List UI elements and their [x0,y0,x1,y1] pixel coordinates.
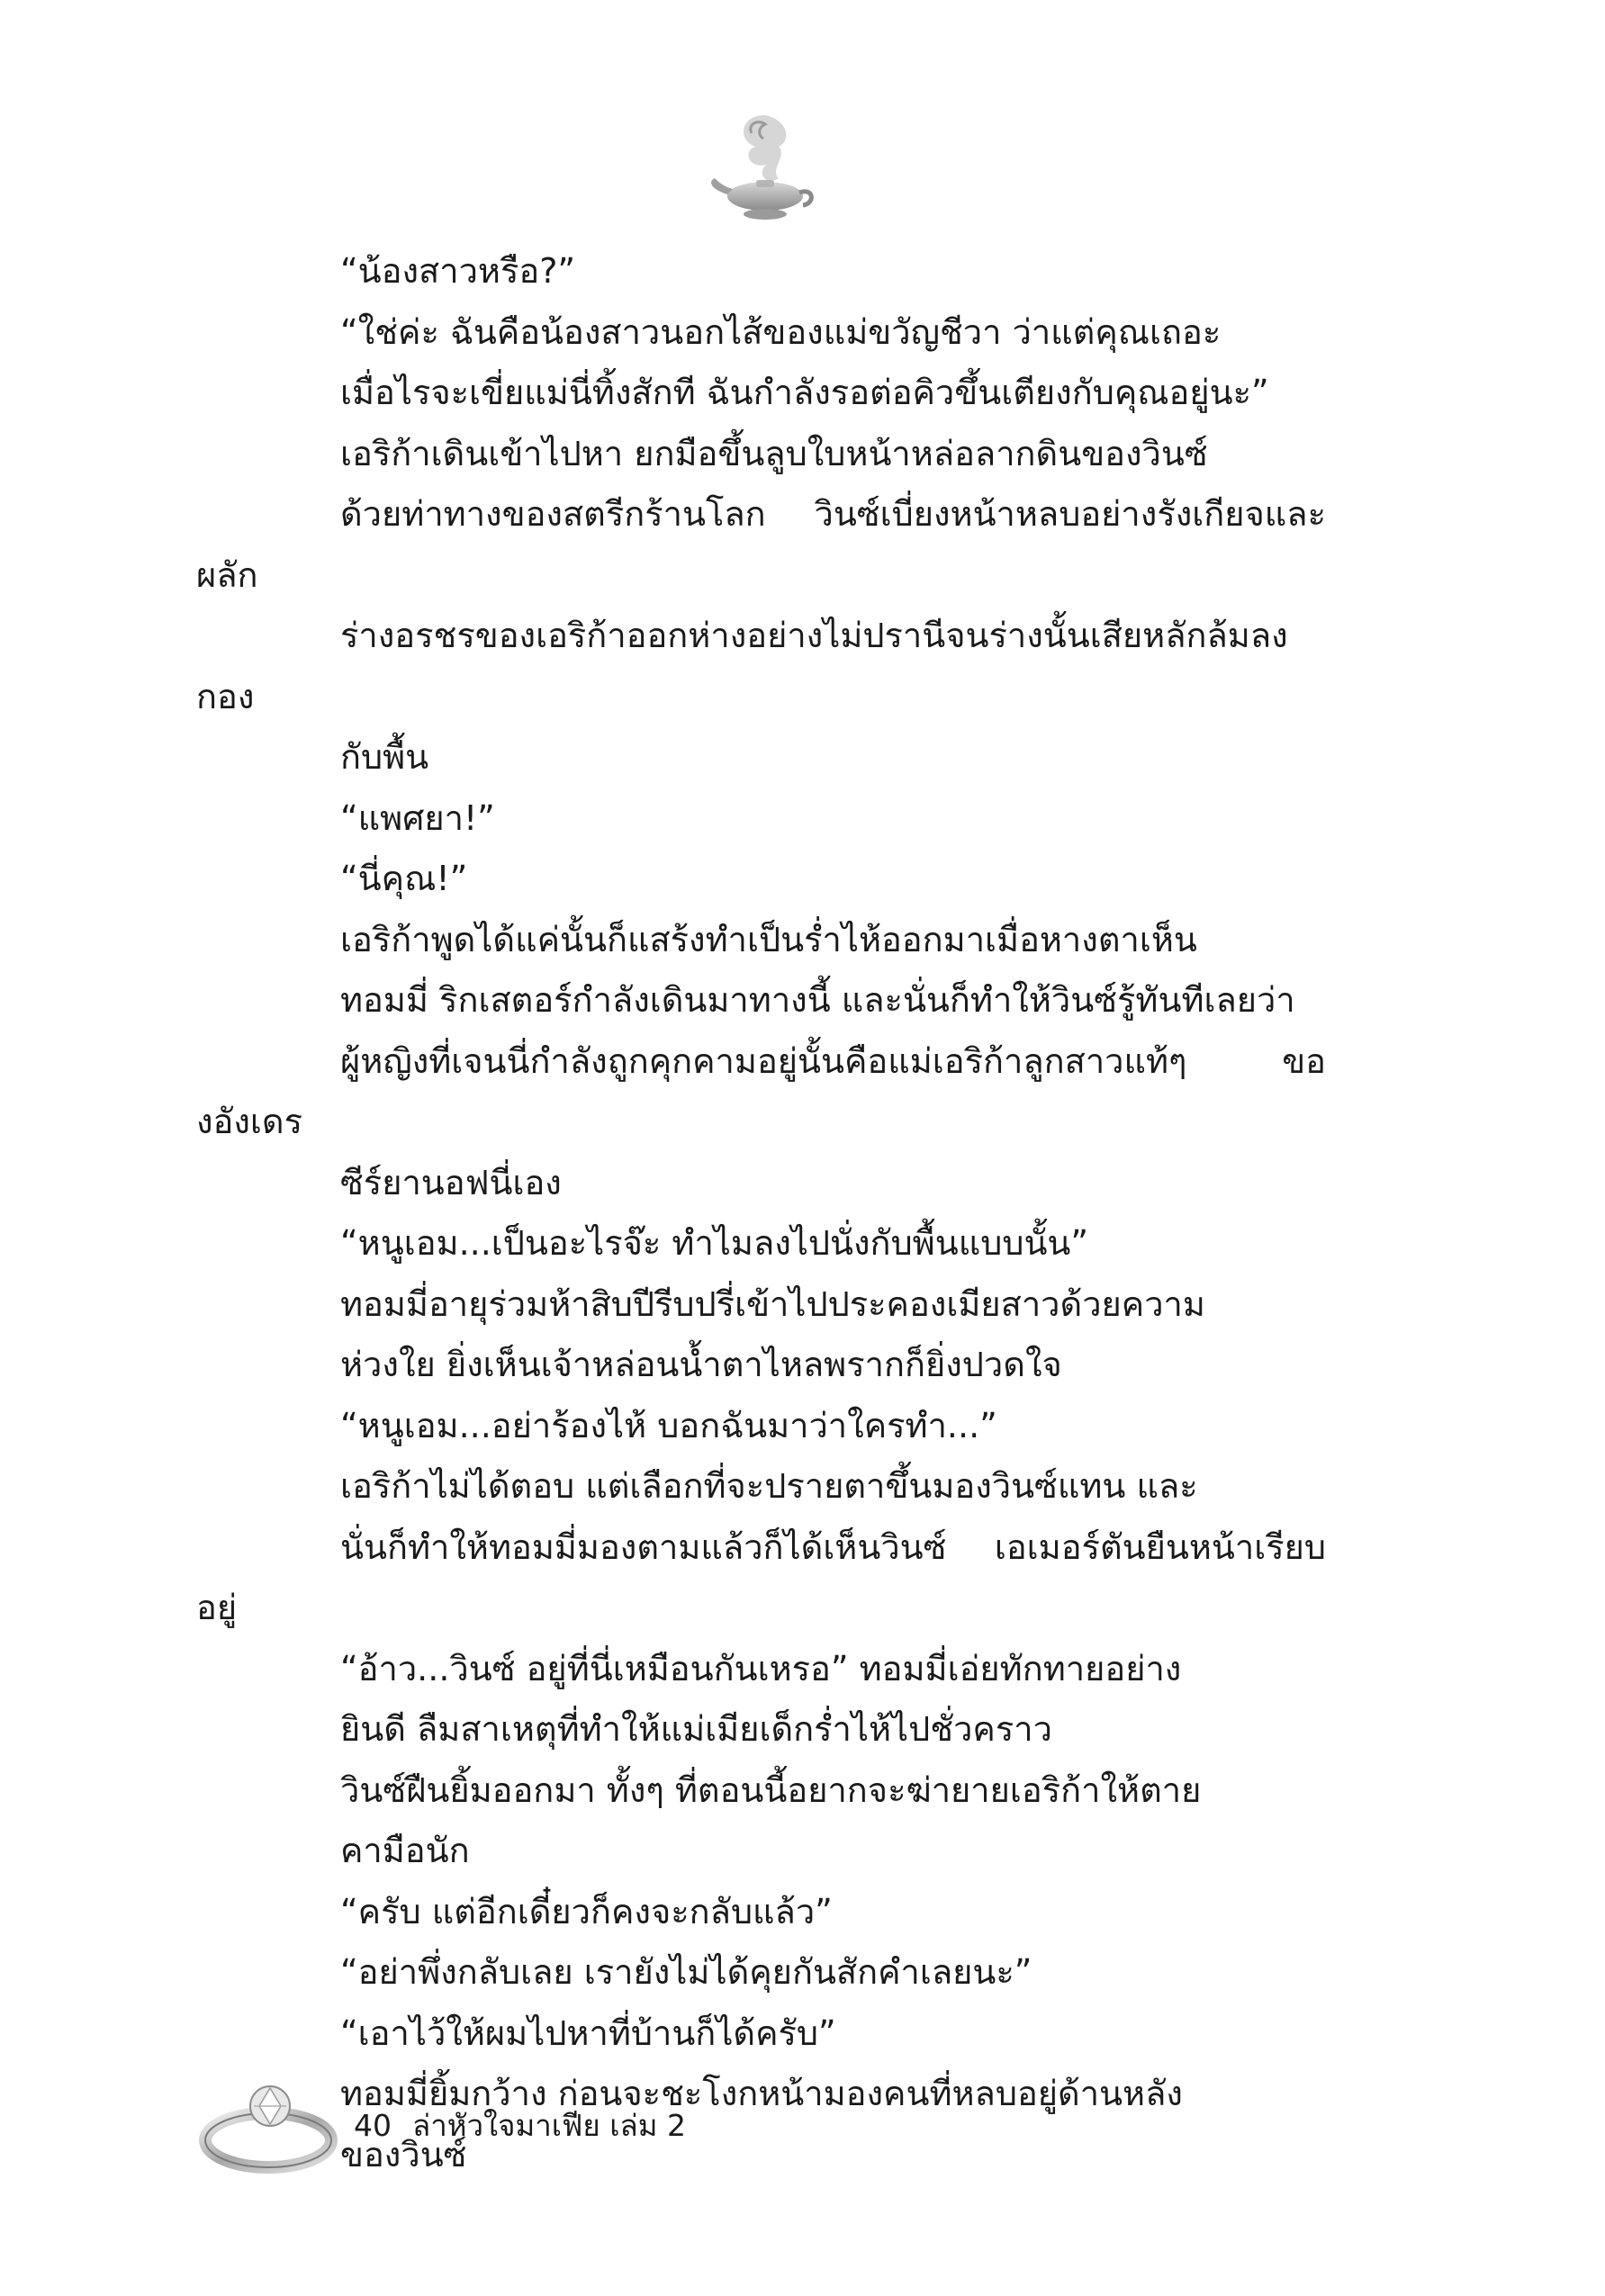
diamond-ring-icon [196,2070,349,2178]
paragraph-4: “แพศยา!” [340,797,495,838]
paragraph-9: “หนูเอม...อย่าร้องไห้ บอกฉันมาว่าใครทำ...” [340,1405,997,1445]
body-text [196,241,1326,2185]
page-footer [196,2070,1366,2178]
paragraph-5: “นี่คุณ!” [340,859,468,898]
paragraph-3: เอริก้าเดินเข้าไปหา ยกมือขึ้นลูบใบหน้าหล่อลากดินของวินซ์ ด้วยท่าทางของสตรีกร้านโลก วินซ์เบี่ยงหน้าหลบอย่างรังเกียจและผลัก ร่างอรชรของเอริก้าออกห่างอย่างไม่ปรานีจนร่างนั้นเสียหลักล้มลงกอง กับพื้น [196,433,1326,777]
paragraph-6: เอริก้าพูดได้แค่นั้นก็แสร้งทำเป็นร่ำไห้ออกมาเมื่อหางตาเห็น ทอมมี่ ริกเสตอร์กำลังเดินมาทางนี้ และนั่นก็ทำให้วินซ์รู้ทันทีเลยว่า ผู้หญิงที่เจนนี่กำลังถูกคุกคามอยู่นั้นคือแม่เอริก้าลูกสาวแท้ๆ ของอังเดร ซีร์ยานอฟนี่เอง [196,919,1326,1202]
paragraph-14: “อย่าพึ่งกลับเลย เรายังไม่ได้คุยกันสักคำเลยนะ” [340,1952,1032,1992]
paragraph-13: “ครับ แต่อีกเดี๋ยวก็คงจะกลับแล้ว” [340,1891,833,1931]
paragraph-15: “เอาไว้ให้ผมไปหาที่บ้านก็ได้ครับ” [340,2012,836,2053]
paragraph-2: “ใช่ค่ะ ฉันคือน้องสาวนอกไส้ของแม่ขวัญชีวา ว่าแต่คุณเถอะ เมื่อไรจะเขี่ยแม่นี่ทิ้งสักที ฉันกำลังรอต่อคิวขึ้นเตียงกับคุณอยู่นะ” [340,311,1269,412]
paragraph-7: “หนูเอม...เป็นอะไรจ๊ะ ทำไมลงไปนั่งกับพื้นแบบนั้น” [340,1223,1089,1263]
paragraph-16: ทอมมี่ยิ้มกว้าง ก่อนจะชะโงกหน้ามองคนที่หลบอยู่ด้านหลัง ของวินซ์ [340,2074,1183,2174]
paragraph-11: “อ้าว...วินซ์ อยู่ที่นี่เหมือนกันเหรอ” ทอมมี่เอ่ยทักทายอย่าง ยินดี ลืมสาเหตุที่ทำให้แม่เมียเด็กร่ำไห้ไปชั่วคราว [340,1648,1182,1749]
paragraph-1: “น้องสาวหรือ?” [340,251,576,291]
paragraph-10: เอริก้าไม่ได้ตอบ แต่เลือกที่จะปรายตาขึ้นมองวินซ์แทน และ นั่นก็ทำให้ทอมมี่มองตามแล้วก็ได้เห็นวินซ์ เอเมอร์ตันยืนหน้าเรียบอยู่ [196,1466,1326,1627]
genie-lamp-icon [702,106,819,232]
paragraph-12: วินซ์ฝืนยิ้มออกมา ทั้งๆ ที่ตอนนี้อยากจะฆ่ายายเอริก้าให้ตาย คามือนัก [340,1769,1202,1870]
page-number: 40 [354,2108,392,2143]
paragraph-8: ทอมมี่อายุร่วมห้าสิบปีรีบปรี่เข้าไปประคองเมียสาวด้วยความ ห่วงใย ยิ่งเห็นเจ้าหล่อนน้ำตาไหลพรากก็ยิ่งปวดใจ [340,1283,1205,1384]
book-title: ล่าหัวใจมาเฟีย เล่ม 2 [412,2108,686,2143]
